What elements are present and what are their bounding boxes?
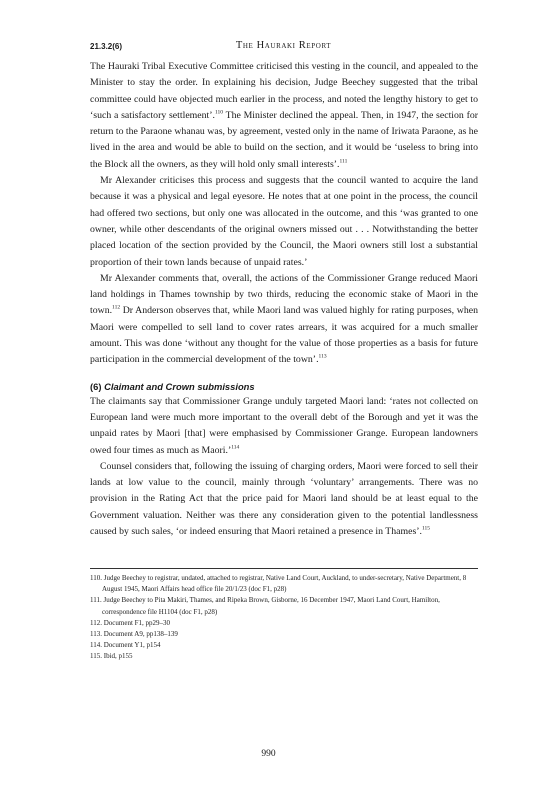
- footnote-115: 115. Ibid, p155: [90, 652, 133, 661]
- paragraph-4: [90, 394, 478, 459]
- subheading-number: (6): [90, 380, 102, 392]
- running-head: [90, 40, 477, 54]
- paragraph-1: [90, 59, 478, 173]
- footnote-111: 111. Judge Beechey to Pita Makiri, Thames, and Ripeka Brown, Gisborne, 16 December 1947, Maori Land Court, Hamilton, correspondence file H1104 (doc F1, p28): [90, 596, 440, 616]
- footnotes: [90, 573, 478, 663]
- footnote-110: 110. Judge Beechey to registrar, undated, attached to registrar, Native Land Court, Auckland, to under-secretary, Native Department, 8 August 1945, Maori Affairs head office file 20/1/23 (doc F1, p28): [90, 574, 467, 594]
- paragraph-text: Dr Anderson observes that, while Maori land was valued highly for rating purposes, when Maori were compelled to sell land to cover rates arrears, it was acquired for a much smaller amount. This was done ‘without any thought for the value of those properties as a basis for future participation in the commercial development of the town’.: [90, 305, 478, 366]
- paragraph-3: [90, 271, 478, 369]
- footnote-ref-112[interactable]: 112: [112, 305, 121, 312]
- paragraph-text: The Hauraki Tribal Executive Committee criticised this vesting in the council, and appealed to the Minister to stay the order. In explaining his decision, Judge Beechey suggested that the tribal committee could have objected much earlier in the process, and noted the lengthy history to get to ‘such a satisfactory settlement’.: [90, 61, 478, 121]
- footnote-114: 114. Document Y1, p154: [90, 641, 161, 650]
- footnote-ref-110[interactable]: 110: [214, 109, 224, 116]
- paragraph-text: The claimants say that Commissioner Grange unduly targeted Maori land: ‘rates not collected on European land were much more important to the overall debt of the Borough and yet it was the unpaid rates by Maori [that] were emphasised by Commissioner Grange. European landowners owed four times as much as Maori.’: [90, 395, 478, 456]
- paragraph-text: Mr Alexander comments that, overall, the actions of the Commissioner Grange reduced Maori land holdings in Thames township by two thirds, reducing the economic stake of Maori in the town.: [90, 272, 478, 317]
- footnote-divider: [90, 568, 478, 569]
- paragraph-2: [90, 173, 478, 271]
- running-title: The Hauraki Report: [235, 40, 332, 51]
- paragraph-text: The Minister declined the appeal. Then, in 1947, the section for return to the Paraone whanau was, by agreement, vested only in the name of Iriwata Paraone, as he lived in the area and would be able to build on the section, and it would be ‘useless to bring into the Block all the owners, as they will hold only small interests’.: [90, 109, 478, 170]
- section-number: 21.3.2(6): [90, 42, 123, 51]
- footnote-112: 112. Document F1, pp29–30: [90, 618, 171, 627]
- footnote-ref-111[interactable]: 111: [339, 158, 348, 165]
- section-subheading: [90, 381, 478, 392]
- subheading-title: Claimant and Crown submissions: [104, 380, 255, 392]
- paragraph-text: Mr Alexander criticises this process and suggests that the council wanted to acquire the land because it was a physical and legal eyesore. He notes that at one point in the process, the council had offered two sections, but only one was allocated in the outcome, and this ‘was granted to one owner, while other descendants of the original owners missed out . . . Notwithstanding the better placed location of the section provided by the Council, the Maori owners still lost a substantial proportion of their town lands because of unpaid rates.’: [90, 175, 478, 268]
- body-text: [90, 59, 478, 540]
- paragraph-text: Counsel considers that, following the issuing of charging orders, Maori were forced to sell their lands at low value to the council, mainly through ‘voluntary’ arrangements. There was no provision in the Rating Act that the price paid for Maori land should be at least equal to the Government valuation. Neither was there any consideration given to the potential landlessness caused by such sales, ‘or indeed ensuring that Maori retained a presence in Thames’.: [90, 460, 478, 538]
- footnote-ref-114[interactable]: 114: [231, 444, 240, 451]
- paragraph-5: [90, 459, 478, 540]
- footnote-ref-113[interactable]: 113: [318, 354, 327, 361]
- footnote-ref-115[interactable]: 115: [421, 525, 431, 532]
- page-number: 990: [261, 749, 276, 759]
- footnote-113: 113. Document A9, pp138–139: [90, 630, 178, 639]
